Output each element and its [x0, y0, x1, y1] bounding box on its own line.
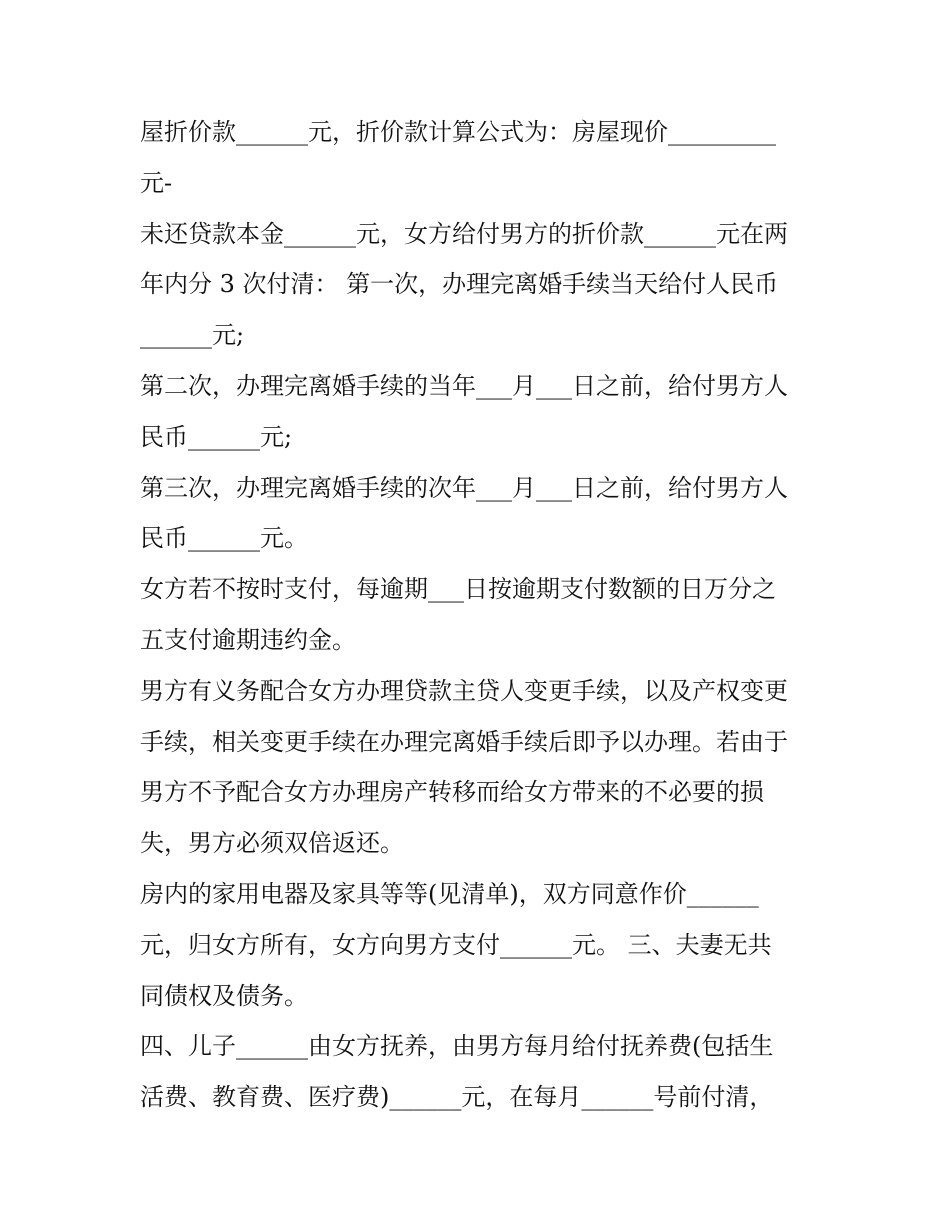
text-line: 第三次，办理完离婚手续的次年___月___日之前，给付男方人	[140, 473, 788, 502]
text-line: 元，归女方所有，女方向男方支付______元。 三、夫妻无共	[140, 930, 772, 959]
text-line: 未还贷款本金______元，女方给付男方的折价款______元在两	[140, 219, 788, 248]
text-line: 年内分 3 次付清： 第一次，办理完离婚手续当天给付人民币	[140, 270, 779, 299]
text-line: 男方不予配合女方办理房产转移而给女方带来的不必要的损	[140, 778, 764, 807]
text-line: 屋折价款______元，折价款计算公式为：房屋现价_________	[140, 118, 776, 146]
text-line: ______元;	[140, 321, 245, 350]
text-line: 房内的家用电器及家具等等(见清单)，双方同意作价______	[140, 879, 759, 908]
text-line: 男方有义务配合女方办理贷款主贷人变更手续，以及产权变更	[140, 676, 788, 705]
document-body	[140, 107, 820, 1123]
text-line: 元-	[140, 168, 173, 197]
text-line: 同债权及债务。	[140, 981, 308, 1010]
text-line: 民币______元;	[140, 422, 293, 451]
text-line: 民币______元。	[140, 524, 308, 553]
text-line: 失，男方必须双倍返还。	[140, 829, 404, 858]
text-line: 活费、教育费、医疗费)______元，在每月______号前付清，	[140, 1083, 774, 1112]
text-line: 五支付逾期违约金。	[140, 625, 356, 654]
text-line: 第二次，办理完离婚手续的当年___月___日之前，给付男方人	[140, 371, 788, 400]
text-line: 四、儿子______由女方抚养，由男方每月给付抚养费(包括生	[140, 1032, 774, 1061]
text-line: 手续，相关变更手续在办理完离婚手续后即予以办理。若由于	[140, 727, 788, 756]
text-line: 女方若不按时支付，每逾期___日按逾期支付数额的日万分之	[140, 575, 776, 604]
